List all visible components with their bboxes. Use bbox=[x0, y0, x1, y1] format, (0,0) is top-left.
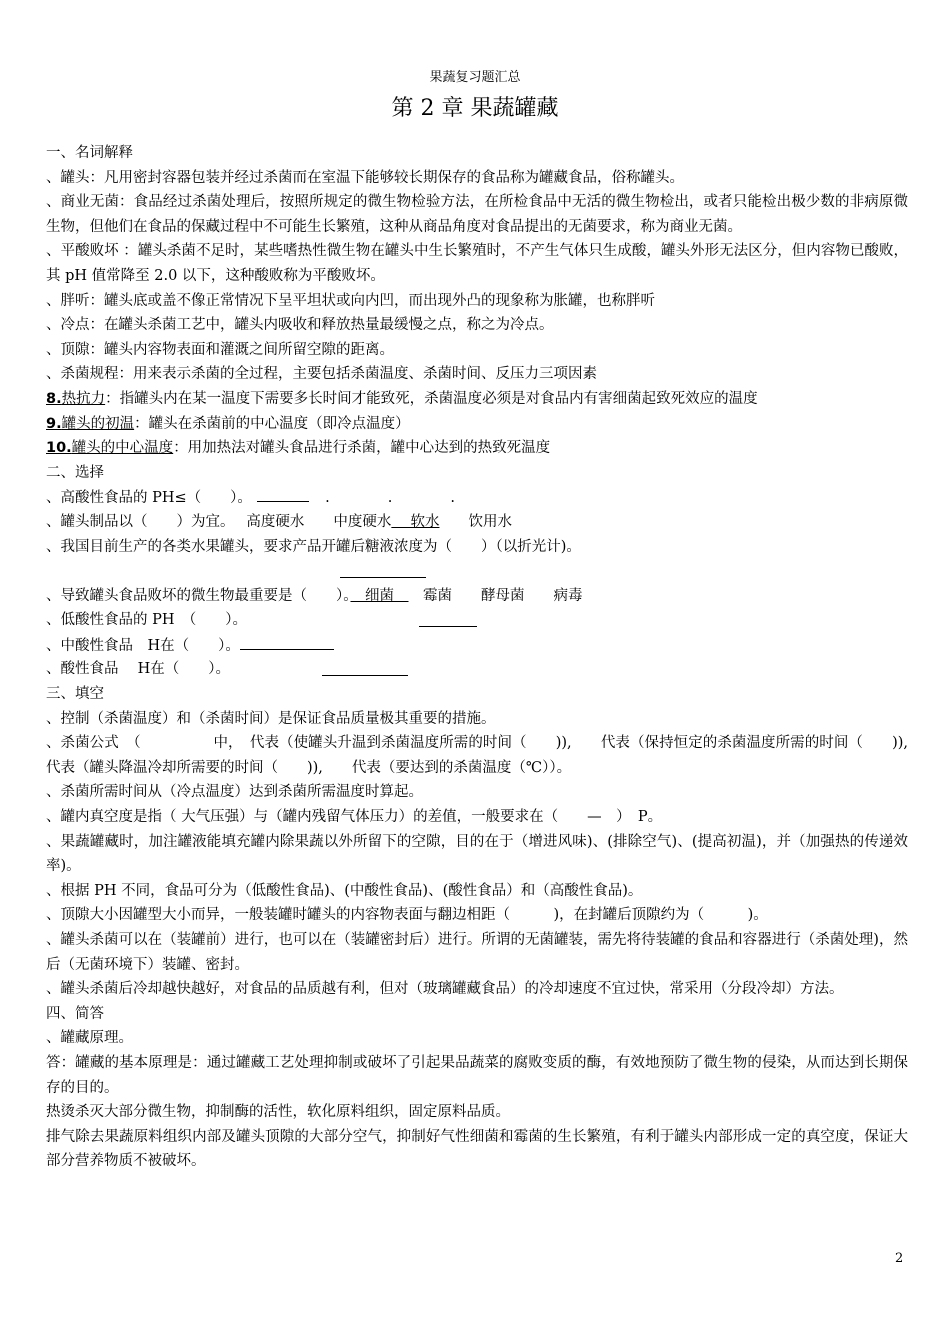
choice-item bbox=[46, 608, 908, 633]
question-text: 、罐头制品以（ ）为宜。 高度硬水 中度硬水 bbox=[46, 513, 392, 530]
answer-blank bbox=[240, 633, 334, 650]
chapter-title: 第 2 章 果蔬罐藏 bbox=[391, 96, 559, 121]
definition-item: 、商业无菌：食品经过杀菌处理后，按照所规定的微生物检验方法，在所检食品中无活的微生物检出，或者只能检出极少数的非病原微生物，但他们在食品的保藏过程中不可能生长繁殖，这种从商品角度对食品提出的无菌要求，称为商业无菌。 bbox=[46, 194, 908, 235]
short-answer-text: 热烫杀灭大部分微生物，抑制酶的活性，软化原料组织，固定原料品质。 bbox=[46, 1104, 510, 1121]
term-definition: ：罐头在杀菌前的中心温度（即冷点温度） bbox=[134, 415, 410, 432]
question-text: 、高酸性食品的 PH≤（ ）。 bbox=[46, 490, 252, 507]
choice-item bbox=[46, 510, 908, 535]
short-answer-text: 排气除去果蔬原料组织内部及罐头顶隙的大部分空气，抑制好气性细菌和霉菌的生长繁殖，有利于罐头内部形成一定的真空度，保证大部分营养物质不被破坏。 bbox=[46, 1128, 908, 1170]
definition-item: 、罐头：凡用密封容器包装并经过杀菌而在室温下能够较长期保存的食品称为罐藏食品，俗称罐头。 bbox=[46, 169, 684, 186]
answer-blank bbox=[257, 485, 309, 502]
answer-blank-row bbox=[46, 559, 908, 584]
choice-item bbox=[46, 633, 908, 658]
page-number: 2 bbox=[895, 1251, 904, 1266]
question-text: 、中酸性食品 H在（ ）。 bbox=[46, 637, 240, 654]
section-heading-choice: 二、选择 bbox=[46, 464, 104, 481]
short-answer-text: 答：罐藏的基本原理是：通过罐藏工艺处理抑制或破坏了引起果品蔬菜的腐败变质的酶，有效地预防了微生物的侵染，从而达到长期保存的目的。 bbox=[46, 1054, 908, 1096]
question-text: 、低酸性食品的 PH （ ）。 bbox=[46, 612, 248, 629]
fill-item: 、罐头杀菌可以在（装罐前）进行，也可以在（装罐密封后）进行。所谓的无菌罐装，需先将待装罐的食品和容器进行（杀菌处理)，然后（无菌环境下）装罐、密封。 bbox=[46, 932, 908, 973]
fill-item: 、顶隙大小因罐型大小而异，一般装罐时罐头的内容物表面与翻边相距（ )，在封罐后顶隙约为（ )。 bbox=[46, 907, 768, 924]
item-number: 8. bbox=[46, 390, 62, 407]
term: 罐头的初温 bbox=[61, 415, 135, 432]
answer-blank bbox=[340, 577, 426, 578]
question-text: 、导致罐头食品败坏的微生物最重要是（ ）。 bbox=[46, 587, 351, 604]
option-dots: . . . bbox=[325, 490, 455, 507]
question-text: 、酸性食品 H在（ ）。 bbox=[46, 661, 231, 678]
fill-item: 、罐内真空度是指（ 大气压强）与（罐内残留气体压力）的差值，一般要求在（ — ） P。 bbox=[46, 809, 663, 826]
definition-item: 、胖听：罐头底或盖不像正常情况下呈平坦状或向内凹，而出现外凸的现象称为胀罐，也称胖听 bbox=[46, 292, 655, 309]
document-body bbox=[46, 141, 937, 1174]
answer-blank bbox=[419, 626, 477, 627]
fill-item: 、杀菌公式 （ 中， 代表（使罐头升温到杀菌温度所需的时间（ )), 代表（保持恒定的杀菌温度所需的时间（ )), 代表（罐头降温冷却所需要的时间（ )), 代表（要达到的杀菌温度（℃））。 bbox=[46, 735, 937, 776]
item-number: 10. bbox=[46, 440, 72, 457]
term: 热抗力 bbox=[61, 390, 106, 407]
fill-item: 、果蔬罐藏时，加注罐液能填充罐内除果蔬以外所留下的空隙，目的在于（增进风味)、(排除空气)、(提高初温)，并（加强热的传递效率)。 bbox=[46, 833, 908, 875]
choice-item bbox=[46, 485, 908, 510]
answer-underlined: 细菌 bbox=[350, 587, 409, 604]
fill-item: 、控制（杀菌温度）和（杀菌时间）是保证食品质量极其重要的措施。 bbox=[46, 710, 496, 727]
choice-item bbox=[46, 657, 908, 682]
question-options: 饮用水 bbox=[439, 513, 512, 530]
definition-item bbox=[46, 412, 908, 437]
choice-item: 、我国目前生产的各类水果罐头，要求产品开罐后糖液浓度为（ ）（以折光计)。 bbox=[46, 538, 581, 555]
question-options: 霉菌 酵母菌 病毒 bbox=[408, 587, 583, 604]
short-answer-question: 、罐藏原理。 bbox=[46, 1030, 133, 1047]
section-heading-short-answer: 四、简答 bbox=[46, 1005, 104, 1022]
fill-item: 、根据 PH 不同，食品可分为（低酸性食品)、(中酸性食品)、(酸性食品）和（高酸性食品)。 bbox=[46, 882, 643, 899]
term-definition: ：用加热法对罐头食品进行杀菌，罐中心达到的热致死温度 bbox=[173, 440, 551, 457]
fill-item: 、杀菌所需时间从（冷点温度）达到杀菌所需温度时算起。 bbox=[46, 784, 423, 801]
definition-item: 、平酸败坏 ：罐头杀菌不足时，某些嗜热性微生物在罐头中生长繁殖时，不产生气体只生成酸，罐头外形无法区分，但内容物已酸败，其 pH 值常降至 2.0 以下，这种酸败称为平酸败坏。 bbox=[46, 243, 908, 284]
definition-item bbox=[46, 387, 908, 412]
choice-item bbox=[46, 584, 908, 609]
section-heading-definitions: 一、名词解释 bbox=[46, 145, 133, 161]
item-number: 9. bbox=[46, 415, 62, 432]
term-definition: ：指罐头内在某一温度下需要多长时间才能致死，杀菌温度必须是对食品内有害细菌起致死效应的温度 bbox=[105, 390, 758, 407]
answer-blank bbox=[322, 675, 408, 676]
section-heading-fill: 三、填空 bbox=[46, 686, 104, 703]
definition-item bbox=[46, 436, 908, 461]
page-header: 果蔬复习题汇总 bbox=[429, 70, 521, 85]
term: 罐头的中心温度 bbox=[71, 440, 174, 457]
definition-item: 、冷点：在罐头杀菌工艺中，罐头内吸收和释放热量最缓慢之点，称之为冷点。 bbox=[46, 317, 554, 334]
answer-underlined: 软水 bbox=[391, 513, 440, 530]
fill-item: 、罐头杀菌后冷却越快越好，对食品的品质越有利，但对（玻璃罐藏食品）的冷却速度不宜过快，常采用（分段冷却）方法。 bbox=[46, 981, 844, 998]
definition-item: 、杀菌规程：用来表示杀菌的全过程，主要包括杀菌温度、杀菌时间、反压力三项因素 bbox=[46, 366, 597, 383]
definition-item: 、顶隙：罐头内容物表面和灌溉之间所留空隙的距离。 bbox=[46, 341, 394, 358]
